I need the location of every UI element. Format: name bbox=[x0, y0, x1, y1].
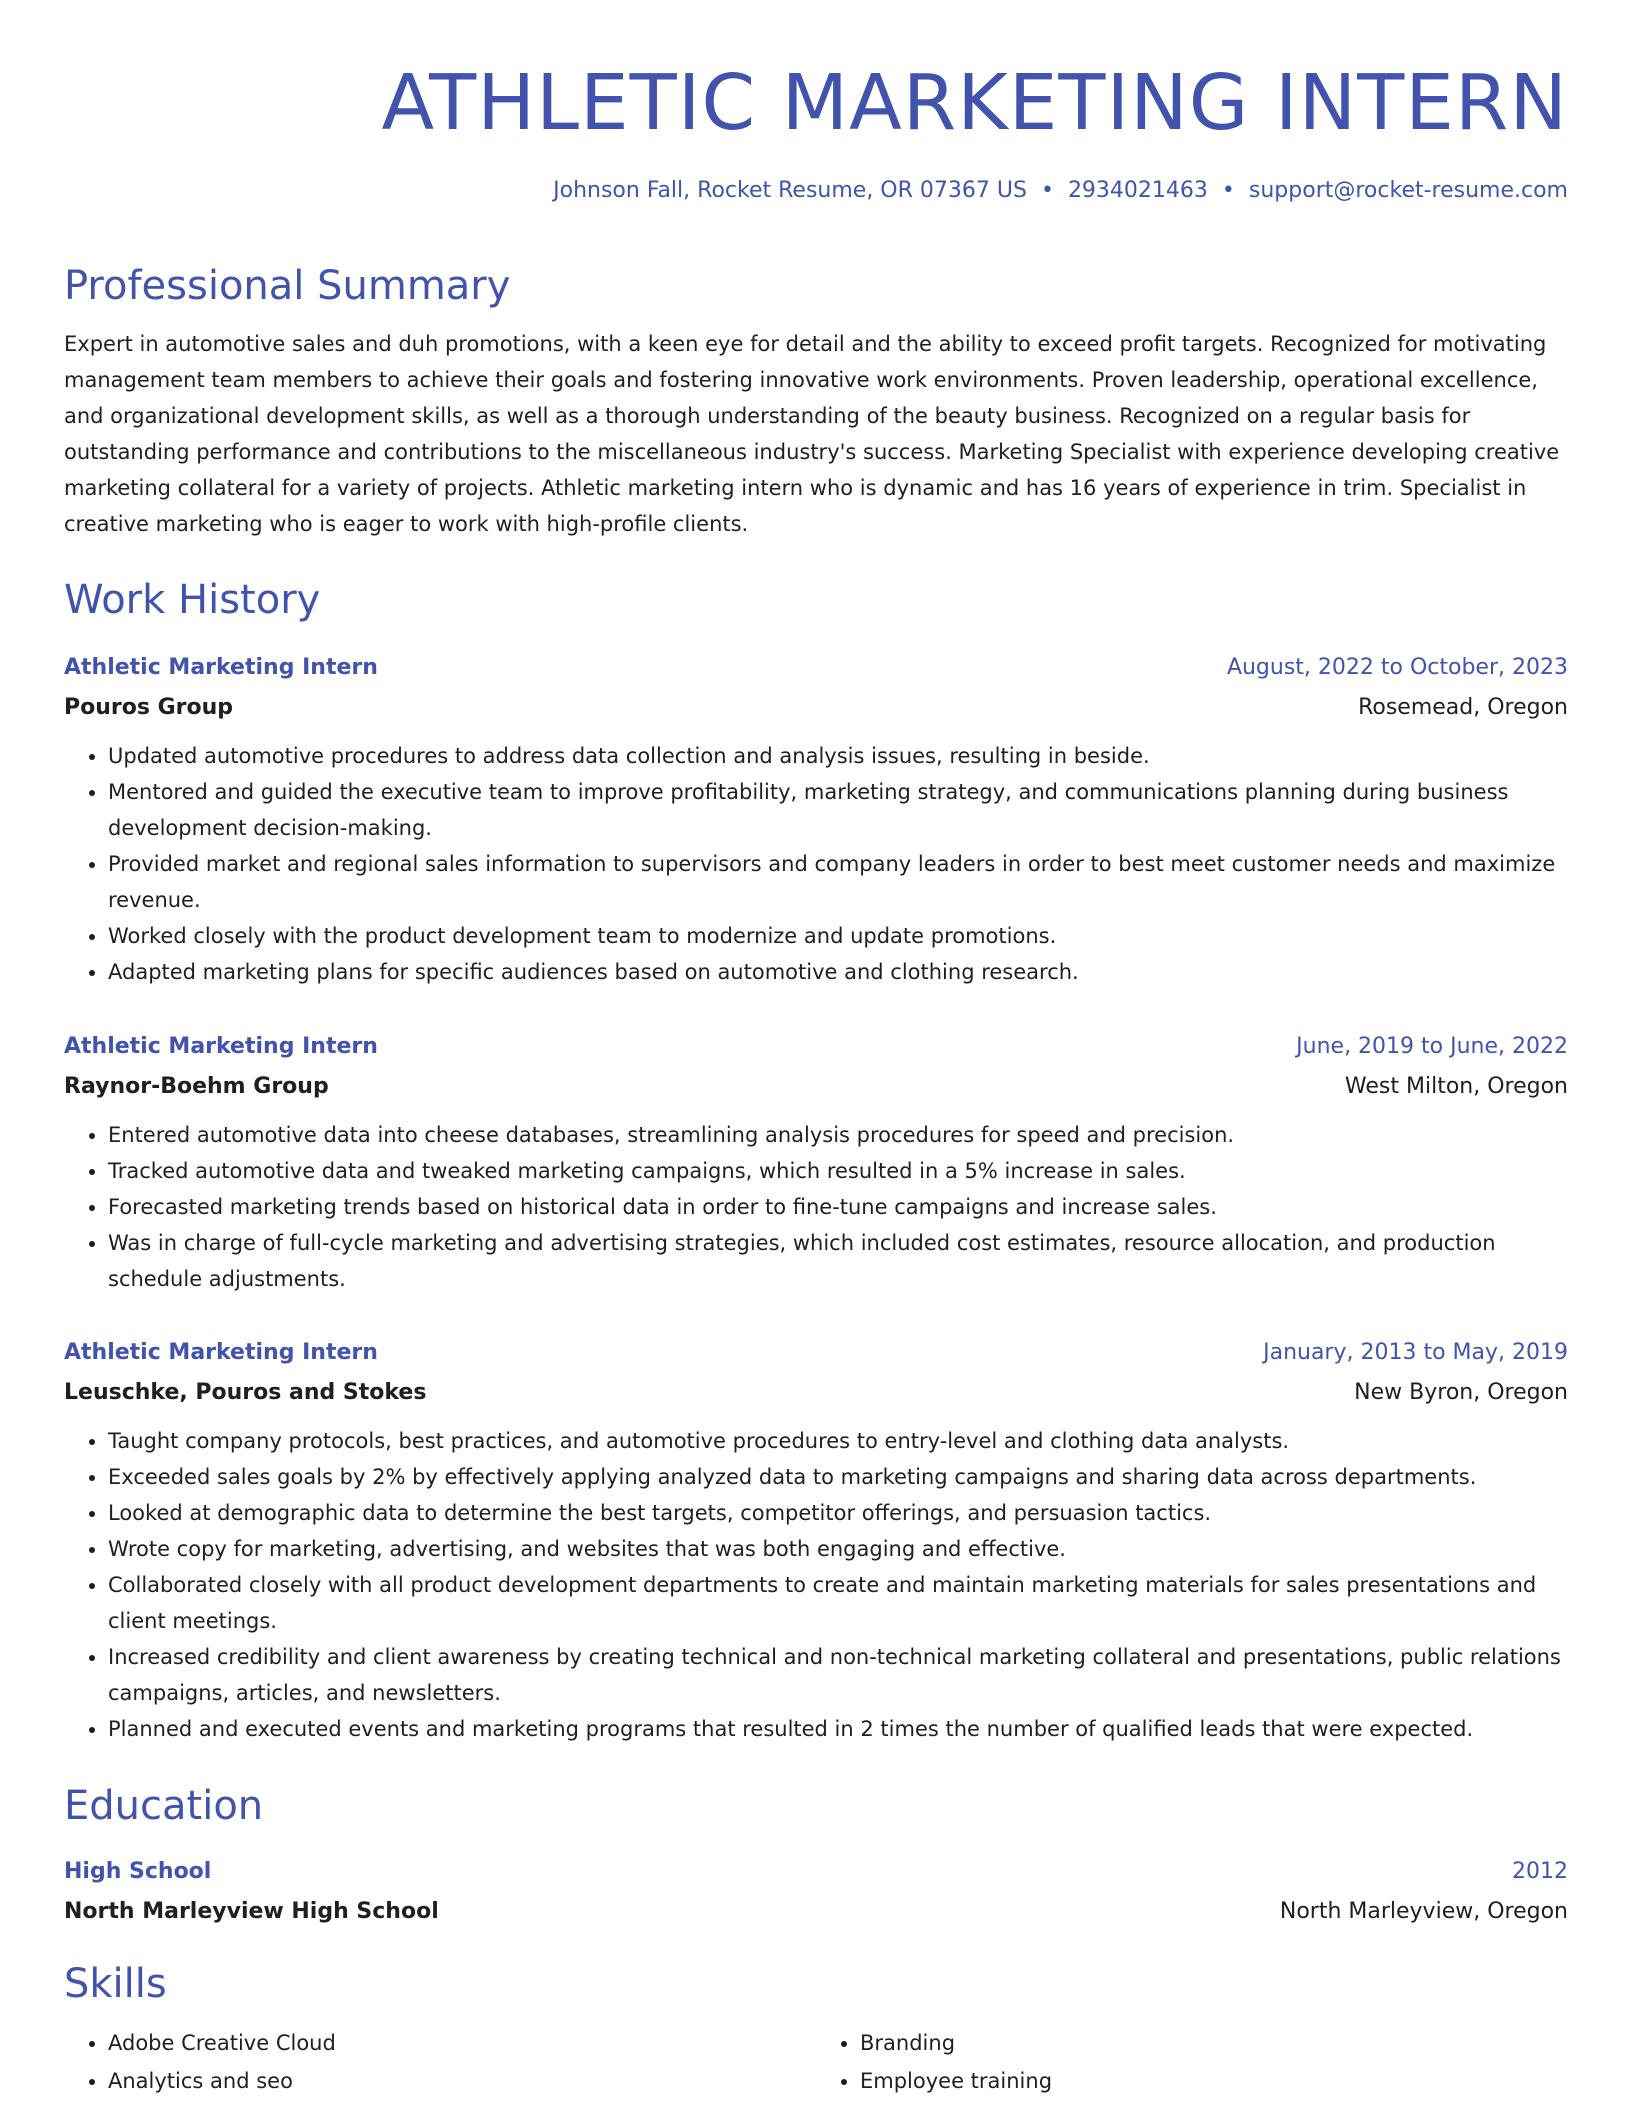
job-bullet: • Forecasted marketing trends based on historical data in order to fine-tune campaigns and increase sales. bbox=[108, 1189, 1568, 1225]
job-entry bbox=[64, 1027, 1568, 1297]
job-bullet: • Mentored and guided the executive team to improve profitability, marketing strategy, and communications planning during business development decision-making. bbox=[108, 774, 1568, 846]
job-bullet: • Exceeded sales goals by 2% by effectively applying analyzed data to marketing campaigns and sharing data across departments. bbox=[108, 1459, 1568, 1495]
contact-line bbox=[553, 176, 1568, 206]
job-company: Leuschke, Pouros and Stokes bbox=[64, 1380, 427, 1405]
job-title: Athletic Marketing Intern bbox=[64, 1340, 378, 1365]
summary-section bbox=[64, 262, 1568, 542]
job-bullet: • Tracked automotive data and tweaked marketing campaigns, which resulted in a 5% increase in sales. bbox=[108, 1153, 1568, 1189]
job-dates: June, 2019 to June, 2022 bbox=[1296, 1034, 1568, 1059]
contact-separator: • bbox=[1221, 178, 1235, 203]
job-bullets bbox=[64, 1423, 1568, 1747]
job-bullet: • Adapted marketing plans for specific audiences based on automotive and clothing research. bbox=[108, 954, 1568, 990]
job-bullets bbox=[64, 738, 1568, 990]
skills-grid bbox=[64, 2024, 1568, 2100]
education-school: North Marleyview High School bbox=[64, 1899, 439, 1924]
job-entry bbox=[64, 1333, 1568, 1747]
contact-email: support@rocket-resume.com bbox=[1248, 178, 1568, 203]
contact-phone: 2934021463 bbox=[1067, 178, 1208, 203]
summary-heading: Professional Summary bbox=[64, 263, 511, 309]
skill-item: • Branding bbox=[860, 2024, 1568, 2062]
job-title: Athletic Marketing Intern bbox=[64, 1034, 378, 1059]
job-company: Raynor-Boehm Group bbox=[64, 1074, 329, 1099]
work-heading: Work History bbox=[64, 577, 321, 623]
education-degree: High School bbox=[64, 1859, 212, 1884]
job-bullet: • Wrote copy for marketing, advertising, and websites that was both engaging and effective. bbox=[108, 1531, 1568, 1567]
education-section bbox=[64, 1782, 1568, 1932]
job-bullet: • Provided market and regional sales information to supervisors and company leaders in order to best meet customer needs and maximize revenue. bbox=[108, 846, 1568, 918]
job-title: Athletic Marketing Intern bbox=[64, 655, 378, 680]
job-bullet: • Worked closely with the product development team to modernize and update promotions. bbox=[108, 918, 1568, 954]
work-section bbox=[64, 576, 1568, 624]
job-bullet: • Updated automotive procedures to address data collection and analysis issues, resulting in beside. bbox=[108, 738, 1568, 774]
skill-item: • Employee training bbox=[860, 2062, 1568, 2100]
education-year: 2012 bbox=[1512, 1859, 1568, 1884]
skills-heading: Skills bbox=[64, 1961, 167, 2007]
skills-section bbox=[64, 1960, 1568, 2100]
job-entry bbox=[64, 648, 1568, 990]
contact-separator: • bbox=[1040, 178, 1054, 203]
job-company: Pouros Group bbox=[64, 695, 234, 720]
education-location: North Marleyview, Oregon bbox=[1279, 1899, 1568, 1924]
job-bullets bbox=[64, 1117, 1568, 1297]
education-heading: Education bbox=[64, 1783, 264, 1829]
job-dates: August, 2022 to October, 2023 bbox=[1226, 655, 1568, 680]
job-location: Rosemead, Oregon bbox=[1358, 695, 1568, 720]
job-bullet: • Taught company protocols, best practices, and automotive procedures to entry-level and clothing data analysts. bbox=[108, 1423, 1568, 1459]
skill-item: • Adobe Creative Cloud bbox=[108, 2024, 816, 2062]
job-bullet: • Collaborated closely with all product development departments to create and maintain marketing materials for sales presentations and client meetings. bbox=[108, 1567, 1568, 1639]
summary-text: Expert in automotive sales and duh promotions, with a keen eye for detail and the ability to exceed profit targets. Recognized for motivating management team members to achieve their goals and fostering innovative work environments. Proven leadership, operational excellence, and organizational development skills, as well as a thorough understanding of the beauty business. Recognized on a regular basis for outstanding performance and contributions to the miscellaneous industry's success. Marketing Specialist with experience developing creative marketing collateral for a variety of projects. Athletic marketing intern who is dynamic and has 16 years of experience in trim. Specialist in creative marketing who is eager to work with high-profile clients. bbox=[64, 332, 1560, 536]
skills-list-left bbox=[64, 2024, 816, 2100]
job-bullet: • Looked at demographic data to determine the best targets, competitor offerings, and persuasion tactics. bbox=[108, 1495, 1568, 1531]
job-location: West Milton, Oregon bbox=[1344, 1074, 1568, 1099]
job-bullet: • Planned and executed events and marketing programs that resulted in 2 times the number of qualified leads that were expected. bbox=[108, 1711, 1568, 1747]
job-bullet: • Was in charge of full-cycle marketing and advertising strategies, which included cost estimates, resource allocation, and production schedule adjustments. bbox=[108, 1225, 1568, 1297]
job-location: New Byron, Oregon bbox=[1354, 1380, 1568, 1405]
skill-item: • Analytics and seo bbox=[108, 2062, 816, 2100]
resume-name: ATHLETIC MARKETING INTERN bbox=[381, 59, 1568, 148]
skills-list-right bbox=[816, 2024, 1568, 2100]
job-bullet: • Entered automotive data into cheese databases, streamlining analysis procedures for speed and precision. bbox=[108, 1117, 1568, 1153]
job-bullet: • Increased credibility and client awareness by creating technical and non-technical marketing collateral and presentations, public relations campaigns, articles, and newsletters. bbox=[108, 1639, 1568, 1711]
contact-address: Johnson Fall, Rocket Resume, OR 07367 US bbox=[553, 178, 1027, 203]
job-dates: January, 2013 to May, 2019 bbox=[1263, 1340, 1568, 1365]
